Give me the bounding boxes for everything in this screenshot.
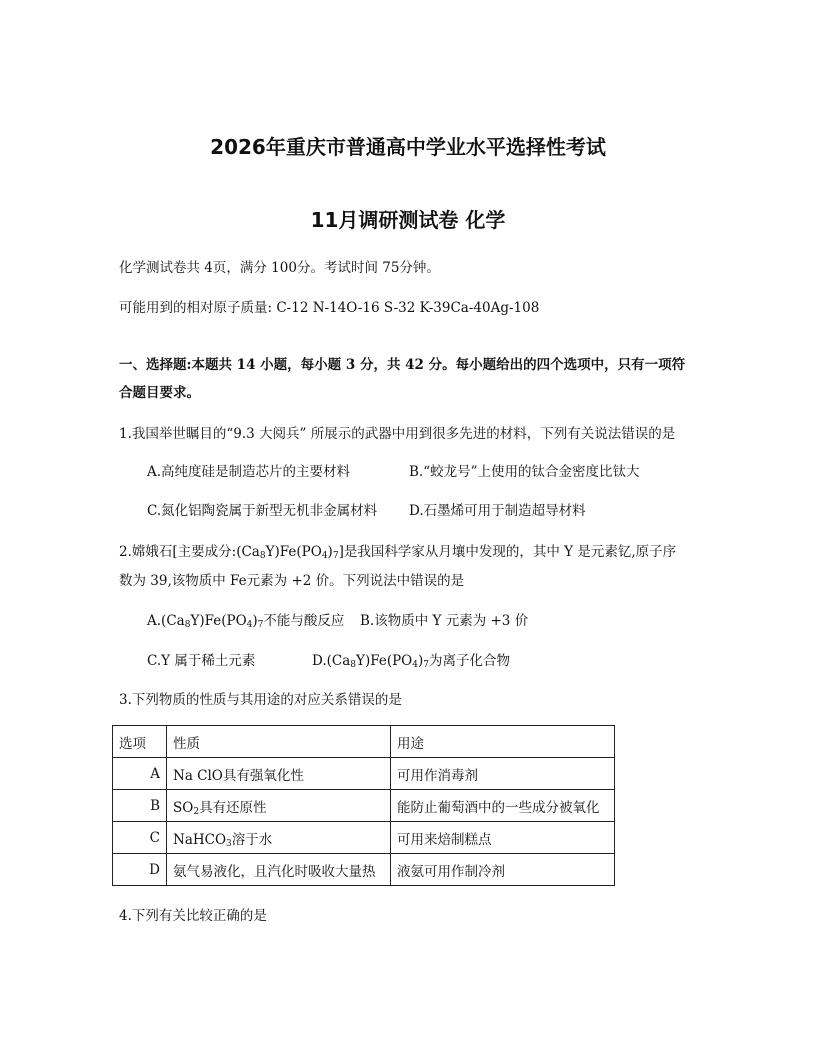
q1-option-d: D.石墨烯可用于制造超导材料 (409, 503, 586, 519)
row-use: 能防止葡萄酒中的一些成分被氧化 (391, 790, 615, 822)
intro-atomic-mass: 可能用到的相对原子质量: C-12 N-14O-16 S-32 K-39Ca-40Ag-108 (119, 300, 540, 316)
table-header-row (113, 726, 615, 758)
q2-option-a: $A.(Ca_8Y)Fe(PO_4)_7$不能与酸反应 (147, 613, 345, 630)
q1-option-c: C.氮化铝陶瓷属于新型无机非金属材料 (147, 503, 378, 519)
q2-stem-line2: 数为 39,该物质中 Fe元素为 +2 价。下列说法中错误的是 (119, 573, 465, 589)
q2-option-d: $D.(Ca_8Y)Fe(PO_4)_7$为离子化合物 (312, 653, 510, 670)
header-option: 选项 (113, 726, 167, 758)
q1-option-a: A.高纯度硅是制造芯片的主要材料 (147, 464, 351, 480)
row-option: D (113, 854, 167, 886)
q2-formula: $(Ca_8Y)Fe(PO_4)_7$ (236, 544, 339, 561)
exam-title: 2026年重庆市普通高中学业水平选择性考试 (210, 135, 606, 159)
table-row (113, 854, 615, 886)
row-property: $SO_2$具有还原性 (167, 790, 391, 822)
table-row (113, 822, 615, 854)
row-property: 氨气易液化，且汽化时吸收大量热 (167, 854, 391, 886)
table-row (113, 758, 615, 790)
q2-option-b: B.该物质中 Y 元素为 +3 价 (360, 613, 529, 629)
row-use: 液氨可用作制冷剂 (391, 854, 615, 886)
section-heading-line1: 一、选择题:本题共 14 小题，每小题 3 分，共 42 分。每小题给出的四个选项中，只有一项符 (119, 357, 686, 373)
section-heading-line2: 合题目要求。 (119, 385, 200, 401)
table-row (113, 790, 615, 822)
row-use: 可用来焙制糕点 (391, 822, 615, 854)
row-option: C (113, 822, 167, 854)
row-option: B (113, 790, 167, 822)
q3-table (112, 725, 615, 886)
intro-pages: 化学测试卷共 4页，满分 100分。考试时间 75分钟。 (119, 260, 440, 276)
q4-stem: 4.下列有关比较正确的是 (119, 908, 267, 924)
q2-option-c: C.Y 属于稀土元素 (147, 653, 256, 669)
row-property: Na ClO具有强氧化性 (167, 758, 391, 790)
q1-stem: 1.我国举世瞩目的“9.3 大阅兵” 所展示的武器中用到很多先进的材料，下列有关说法错误的是 (119, 426, 676, 442)
header-property: 性质 (167, 726, 391, 758)
header-use: 用途 (391, 726, 615, 758)
q1-option-b: B.“蛟龙号”上使用的钛合金密度比钛大 (409, 464, 640, 480)
q2-stem-line1: 2.嫦娥石[主要成分$:(Ca_8Y)Fe(PO_4)_7$]是我国科学家从月壤中发现的，其中 Y 是元素钇,原子序 (119, 544, 677, 561)
exam-subtitle: 11月调研测试卷 化学 (310, 208, 506, 232)
q3-stem: 3.下列物质的性质与其用途的对应关系错误的是 (119, 692, 402, 708)
row-use: 可用作消毒剂 (391, 758, 615, 790)
row-property: NaHCO$_3$溶于水 (167, 822, 391, 854)
row-option: A (113, 758, 167, 790)
